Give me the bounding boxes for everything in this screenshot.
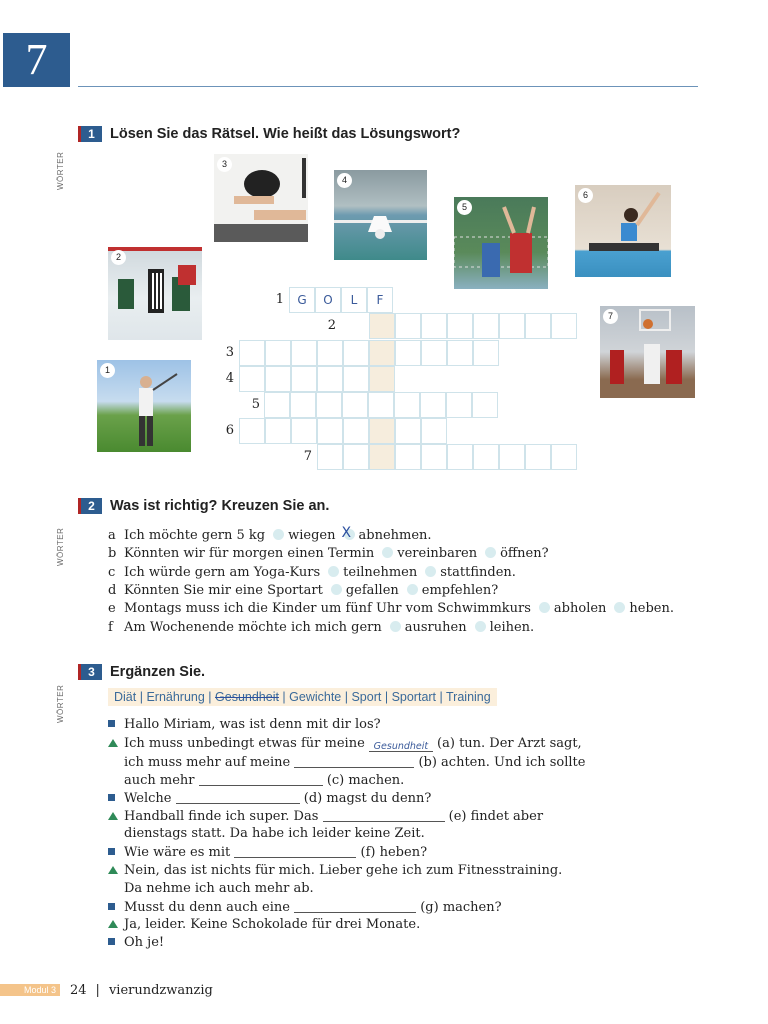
photo-number: 1 (100, 363, 115, 378)
dialogue-text: ich muss mehr auf meine (124, 755, 291, 770)
photo-ice-hockey (108, 247, 202, 340)
crossword-row-number: 5 (251, 397, 260, 412)
task-text: Ich möchte gern 5 kg (124, 528, 266, 543)
task-text: Ich würde gern am Yoga-Kurs (124, 564, 321, 580)
dialogue-line-6 (108, 807, 543, 826)
ex3-number: 3 (78, 664, 102, 680)
dialogue-line-3 (108, 753, 585, 772)
task-e (108, 600, 674, 618)
dialogue-line-5 (108, 789, 431, 808)
crossword-cell[interactable] (343, 418, 369, 444)
side-label-ex3: WÖRTER (56, 684, 65, 723)
footer-separator: | (95, 982, 100, 998)
page-number: 24 (70, 982, 87, 998)
dialogue-line-1 (108, 716, 381, 734)
option-2-radio[interactable] (485, 547, 496, 558)
solution-cell[interactable] (369, 313, 395, 339)
photo-number: 6 (578, 188, 593, 203)
crossword-cell[interactable] (551, 313, 577, 339)
option-2-radio[interactable] (341, 525, 355, 541)
page-number-word: vierundzwanzig (108, 982, 213, 998)
dialogue-text: (a) tun. Der Arzt sagt, (437, 736, 582, 751)
speaker-square-icon (108, 903, 115, 910)
crossword-cell[interactable] (394, 392, 420, 418)
crossword-row-number: 7 (303, 449, 312, 464)
photo-volleyball (454, 197, 548, 289)
crossword-row-number: 2 (327, 318, 336, 333)
task-d (108, 582, 498, 600)
task-text: Könnten wir für morgen einen Termin (124, 546, 375, 562)
crossword-cell[interactable] (342, 392, 368, 418)
handwritten-letter: G (297, 293, 307, 307)
blank-b[interactable] (294, 753, 414, 768)
dialogue-text: Ich muss unbedingt etwas für meine (124, 736, 365, 751)
speaker-square-icon (108, 938, 115, 945)
dialogue-text: (d) magst du denn? (303, 791, 432, 806)
crossword-row-number: 6 (225, 423, 234, 438)
task-text: Könnten Sie mir eine Sportart (124, 582, 323, 598)
dialogue-text: Welche (124, 791, 172, 806)
dialogue-line-10 (108, 880, 314, 898)
word-separator: | (278, 690, 290, 704)
crossword-cell[interactable] (473, 313, 499, 339)
speaker-square-icon (108, 720, 115, 727)
handwritten-letter: O (323, 293, 333, 307)
dialogue-text: (g) machen? (420, 900, 502, 915)
crossword-cell[interactable] (472, 392, 498, 418)
option-2-radio[interactable] (614, 602, 625, 613)
crossword-cell[interactable] (291, 418, 317, 444)
ex2-number: 2 (78, 498, 102, 514)
task-c (108, 564, 516, 582)
task-letter: a (108, 528, 116, 543)
word-option: Training (446, 690, 491, 704)
crossword-cell[interactable] (317, 418, 343, 444)
blank-e[interactable] (323, 807, 445, 822)
crossword-cell[interactable] (239, 340, 265, 366)
crossword-cell[interactable] (367, 287, 393, 313)
option-1-radio[interactable] (273, 529, 284, 540)
crossword-cell[interactable] (239, 366, 265, 392)
speaker-triangle-icon (108, 739, 118, 747)
photo-number: 4 (337, 173, 352, 188)
photo-badminton (334, 170, 427, 260)
option-1-radio[interactable] (331, 584, 342, 595)
crossword-cell[interactable] (291, 340, 317, 366)
option-1-label: teilnehmen (343, 564, 418, 580)
crossword-cell[interactable] (265, 366, 291, 392)
word-box (108, 688, 497, 706)
ex1-number: 1 (78, 126, 102, 142)
option-1-label: wiegen (288, 528, 336, 543)
crossword-cell[interactable] (317, 340, 343, 366)
word-separator: | (204, 690, 216, 704)
dialogue-text: (b) achten. Und ich sollte (418, 755, 586, 770)
blank-g[interactable] (294, 898, 416, 913)
crossword-cell[interactable] (421, 418, 447, 444)
photo-yoga (575, 185, 671, 277)
dialogue-text: Musst du denn auch eine (124, 900, 290, 915)
dialogue-line-4 (108, 771, 404, 790)
crossword-cell[interactable] (265, 418, 291, 444)
crossword-cell[interactable] (446, 392, 472, 418)
word-option: Gesundheit (215, 690, 279, 704)
dialogue-line-2 (108, 735, 582, 753)
word-option: Sportart (391, 690, 437, 704)
crossword-cell[interactable] (343, 366, 369, 392)
option-1-label: gefallen (345, 582, 399, 598)
crossword-cell[interactable] (473, 340, 499, 366)
photo-number: 7 (603, 309, 618, 324)
crossword-cell[interactable] (265, 340, 291, 366)
side-label-ex2: WÖRTER (56, 527, 65, 566)
photo-basketball (600, 306, 695, 398)
dialogue-line-13 (108, 934, 164, 952)
solution-cell[interactable] (369, 366, 395, 392)
crossword-cell[interactable] (289, 287, 315, 313)
dialogue-text: auch mehr (124, 773, 195, 788)
ex3-header (78, 664, 205, 680)
dialogue-line-8 (108, 843, 427, 862)
task-a (108, 527, 432, 545)
crossword-cell[interactable] (525, 313, 551, 339)
photo-number: 3 (217, 157, 232, 172)
crossword-cell[interactable] (290, 392, 316, 418)
crossword-cell[interactable] (343, 340, 369, 366)
blank-f[interactable] (234, 843, 356, 858)
ex2-title: Was ist richtig? Kreuzen Sie an. (110, 498, 330, 514)
solution-cell[interactable] (369, 340, 395, 366)
blank-a[interactable] (369, 737, 433, 752)
dialogue-line-11 (108, 898, 502, 917)
crossword-cell[interactable] (317, 444, 343, 470)
task-f (108, 619, 534, 637)
crossword-cell[interactable] (420, 392, 446, 418)
handwritten-answer-a: Gesundheit (373, 741, 429, 752)
crossword-cell[interactable] (473, 444, 499, 470)
task-text: Montags muss ich die Kinder um fünf Uhr vom Schwimmkurs (124, 601, 531, 617)
dialogue-text: dienstags statt. Da habe ich leider keine Zeit. (124, 826, 425, 841)
crossword-row-number: 1 (275, 292, 284, 307)
side-label-ex1: WÖRTER (56, 151, 65, 190)
modul-tag: Modul 3 (0, 984, 60, 996)
word-separator: | (341, 690, 352, 704)
crossword-row-number: 3 (225, 345, 234, 360)
option-2-radio[interactable] (407, 584, 418, 595)
option-1-label: vereinbaren (397, 546, 478, 562)
crossword-cell[interactable] (551, 444, 577, 470)
header-rule (78, 86, 698, 87)
task-letter: f (108, 619, 113, 635)
option-2-label: abnehmen. (358, 528, 432, 543)
option-2-label: stattfinden. (440, 564, 516, 580)
photo-golf (97, 360, 191, 452)
dialogue-text: (f) heben? (360, 845, 428, 860)
option-2-radio[interactable] (425, 566, 436, 577)
word-option: Gewichte (289, 690, 342, 704)
speaker-triangle-icon (108, 866, 118, 874)
ex1-header (78, 126, 460, 142)
handwritten-letter: L (350, 293, 358, 307)
crossword-cell[interactable] (264, 392, 290, 418)
blank-d[interactable] (176, 789, 300, 804)
crossword-cell[interactable] (421, 313, 447, 339)
word-option: Sport (351, 690, 382, 704)
crossword-cell[interactable] (525, 444, 551, 470)
task-text: Am Wochenende möchte ich mich gern (124, 619, 382, 635)
option-2-label: empfehlen? (421, 582, 499, 598)
crossword-cell[interactable] (395, 418, 421, 444)
crossword-cell[interactable] (341, 287, 367, 313)
photo-table-tennis (214, 154, 308, 242)
solution-cell[interactable] (369, 444, 395, 470)
handwritten-letter: F (376, 293, 384, 307)
dialogue-text: Nein, das ist nichts für mich. Lieber gehe ich zum Fitnesstraining. (124, 863, 563, 878)
option-1-label: ausruhen (404, 619, 467, 635)
crossword-cell[interactable] (447, 340, 473, 366)
word-separator: | (136, 690, 147, 704)
crossword-cell[interactable] (316, 392, 342, 418)
option-2-radio[interactable] (475, 621, 486, 632)
option-1-radio[interactable] (390, 621, 401, 632)
solution-cell[interactable] (369, 418, 395, 444)
task-letter: e (108, 601, 116, 617)
page-footer (0, 980, 213, 1000)
dialogue-text: (e) findet aber (448, 809, 544, 824)
option-1-radio[interactable] (539, 602, 550, 613)
crossword-cell[interactable] (421, 444, 447, 470)
crossword-cell[interactable] (395, 313, 421, 339)
option-2-label: leihen. (489, 619, 535, 635)
crossword-cell[interactable] (239, 418, 265, 444)
crossword-cell[interactable] (291, 366, 317, 392)
photo-number: 2 (111, 250, 126, 265)
crossword-cell[interactable] (447, 313, 473, 339)
task-letter: d (108, 582, 117, 598)
dialogue-text: Hallo Miriam, was ist denn mit dir los? (124, 717, 381, 732)
dialogue-line-9 (108, 862, 562, 880)
task-letter: c (108, 564, 116, 580)
crossword-cell[interactable] (317, 366, 343, 392)
cross-mark-icon: X (341, 525, 352, 541)
dialogue-line-7 (108, 825, 425, 843)
ex3-title: Ergänzen Sie. (110, 664, 206, 680)
dialogue-text: Da nehme ich auch mehr ab. (124, 881, 314, 896)
word-option: Diät (114, 690, 137, 704)
speaker-square-icon (108, 848, 115, 855)
dialogue-text: Ja, leider. Keine Schokolade für drei Monate. (124, 917, 421, 932)
crossword-cell[interactable] (447, 444, 473, 470)
crossword-cell[interactable] (499, 313, 525, 339)
crossword-cell[interactable] (499, 444, 525, 470)
task-b (108, 545, 549, 563)
option-2-label: heben. (629, 601, 675, 617)
crossword-cell[interactable] (315, 287, 341, 313)
ex1-title: Lösen Sie das Rätsel. Wie heißt das Lösungswort? (110, 126, 461, 142)
crossword-cell[interactable] (368, 392, 394, 418)
word-separator: | (436, 690, 446, 704)
speaker-square-icon (108, 794, 115, 801)
dialogue-text: Handball finde ich super. Das (124, 809, 319, 824)
option-1-radio[interactable] (382, 547, 393, 558)
crossword-cell[interactable] (395, 444, 421, 470)
dialogue-text: Wie wäre es mit (124, 845, 231, 860)
speaker-triangle-icon (108, 812, 118, 820)
speaker-triangle-icon (108, 920, 118, 928)
option-2-label: öffnen? (500, 546, 549, 562)
ex2-header (78, 498, 329, 514)
crossword-cell[interactable] (395, 340, 421, 366)
crossword-cell[interactable] (343, 444, 369, 470)
word-option: Ernährung (146, 690, 205, 704)
word-separator: | (381, 690, 392, 704)
option-1-label: abholen (553, 601, 607, 617)
chapter-number: 7 (3, 33, 70, 87)
task-letter: b (108, 546, 117, 562)
dialogue-text: (c) machen. (326, 773, 405, 788)
crossword-row-number: 4 (225, 371, 234, 386)
crossword-cell[interactable] (421, 340, 447, 366)
dialogue-text: Oh je! (124, 935, 165, 950)
blank-c[interactable] (199, 771, 323, 786)
option-1-radio[interactable] (328, 566, 339, 577)
dialogue-line-12 (108, 916, 420, 934)
photo-number: 5 (457, 200, 472, 215)
